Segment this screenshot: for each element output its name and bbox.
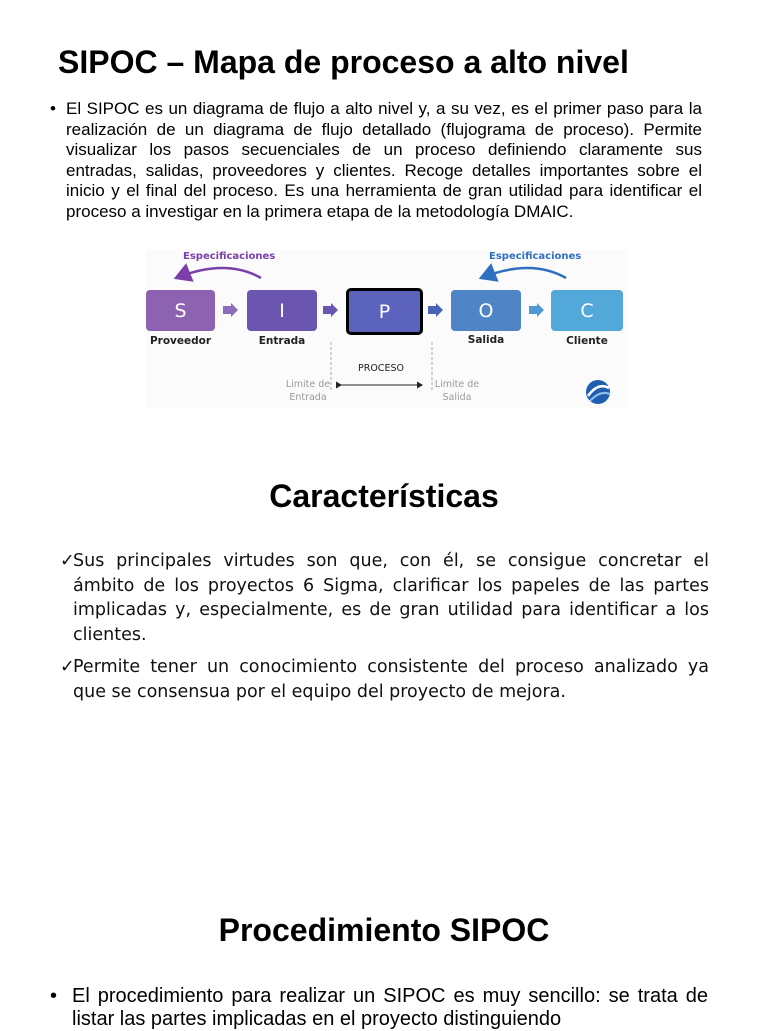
label-proveedor: Proveedor [149,335,212,347]
spec-right-label: Especificaciones [489,251,582,262]
intro-text: El SIPOC es un diagrama de flujo a alto nivel y, a su vez, es el primer paso para la realización de un diagrama de flujo detallado (flujograma de proceso). Permite visualizar los pasos secuenciales de un proceso definiendo claramente sus entradas, salidas, proveedores y clientes. Recoge detalles importantes sobre el inicio y el final del proceso. Es una herramienta de gran utilidad para identificar el proceso a investigar en la primera etapa de la metodología DMAIC. [66,99,702,221]
intro-paragraph [50,99,702,223]
procedimiento-text: El procedimiento para realizar un SIPOC es muy sencillo: se trata de listar las partes implicadas en el proyecto distinguiendo [72,985,708,1030]
check-item [60,655,709,704]
label-salida: Salida [467,334,505,346]
procedimiento-heading: Procedimiento SIPOC [218,912,550,948]
limit-entrada-label: Limite de Entrada [285,379,331,403]
check-item [60,549,709,647]
proceso-label: PROCESO [358,363,404,374]
box-p: P [346,288,423,335]
spec-left-label: Especificaciones [183,251,276,262]
bullet: • [50,99,56,118]
check-item-text: Permite tener un conocimiento consistente del proceso analizado ya que se consensua por el equipo del proyecto de mejora. [73,657,709,702]
arrow-icon [428,303,444,317]
label-entrada: Entrada [258,335,306,347]
spec-right-curve [481,268,566,278]
arrow-icon [223,303,239,317]
bullet: • [50,985,58,1007]
limit-salida-label: Limite de Salida [434,379,480,403]
box-s: S [146,290,215,331]
box-o: O [451,290,521,331]
sipoc-diagram [146,250,628,408]
box-c: C [551,290,623,331]
procedimiento-paragraph [50,985,708,1031]
arrow-icon [529,303,545,317]
checkmark-icon: ✓ [60,551,75,571]
caracteristicas-heading: Características [269,478,499,514]
label-cliente: Cliente [566,335,608,347]
box-i: I [247,290,317,331]
spec-left-curve [176,268,261,278]
arrow-icon [323,303,339,317]
checkmark-icon: ✓ [60,657,75,677]
page-title: SIPOC – Mapa de proceso a alto nivel [58,44,629,80]
check-item-text: Sus principales virtudes son que, con él, se consigue concretar el ámbito de los proyectos 6 Sigma, clarificar los papeles de las partes implicadas y, especialmente, es de gran utilidad para identificar a los clientes. [73,551,709,645]
